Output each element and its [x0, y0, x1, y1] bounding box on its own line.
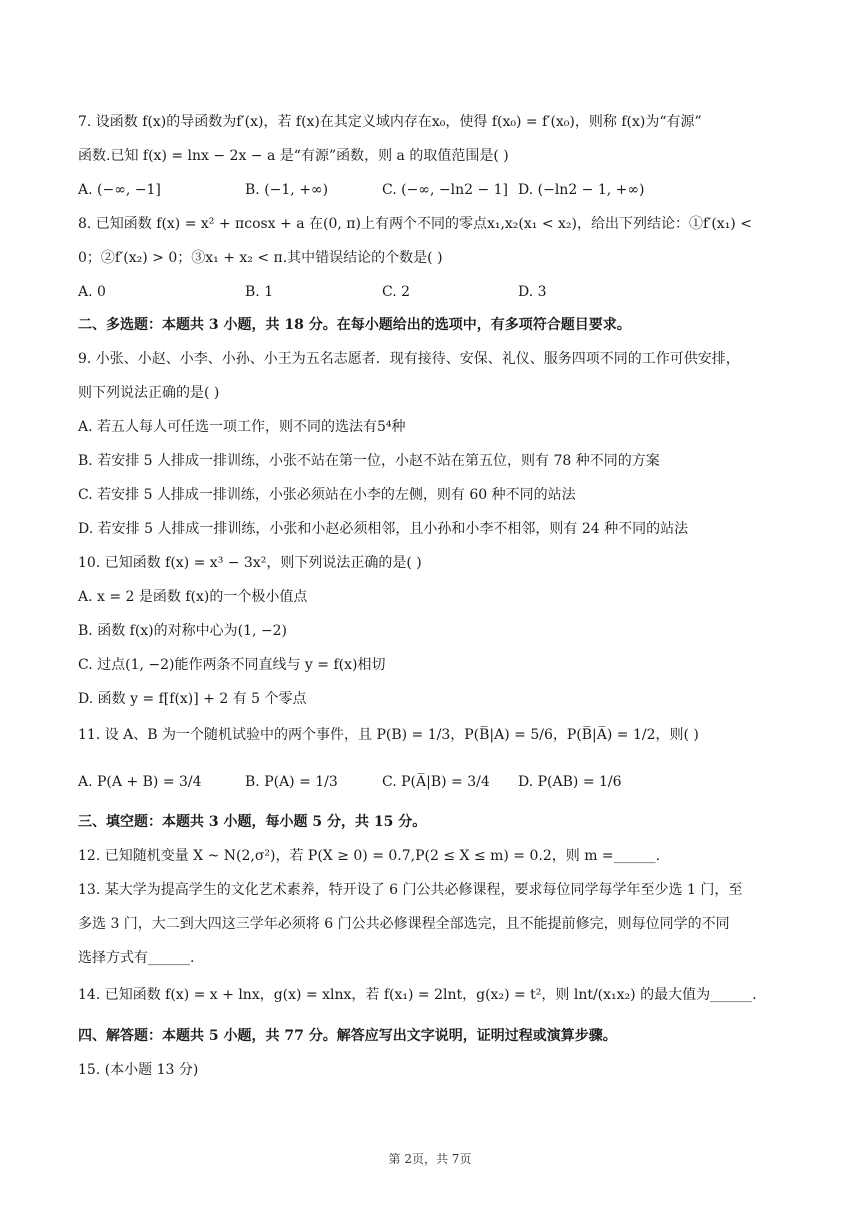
q10-line1: 10. 已知函数 f(x) = x³ − 3x²，则下列说法正确的是( ) — [78, 555, 422, 571]
q7-option-c: C. (−∞, −ln2 − 1] — [382, 182, 508, 198]
q9-option-c: C. 若安排 5 人排成一排训练，小张必须站在小李的左侧，则有 60 种不同的站法 — [78, 487, 576, 503]
q10-option-d: D. 函数 y = f[f(x)] + 2 有 5 个零点 — [78, 691, 307, 707]
q10-option-a: A. x = 2 是函数 f(x)的一个极小值点 — [78, 589, 308, 605]
q9-option-d: D. 若安排 5 人排成一排训练，小张和小赵必须相邻，且小孙和小李不相邻，则有 24 种不同的站法 — [78, 521, 689, 537]
q11-line1: 11. 设 A、B 为一个随机试验中的两个事件，且 P(B) = 1/3，P(B̅|A) = 5/6，P(B̅|A̅) = 1/2，则( ) — [78, 727, 699, 743]
q11-option-d: D. P(AB) = 1/6 — [518, 774, 622, 790]
q12-line1: 12. 已知随机变量 X ~ N(2,σ²)，若 P(X ≥ 0) = 0.7,P(2 ≤ X ≤ m) = 0.2，则 m =______. — [78, 848, 661, 864]
section-3-heading: 三、填空题：本题共 3 小题，每小题 5 分，共 15 分。 — [78, 814, 427, 830]
q8-line2: 0；②f′(x₂) > 0；③x₁ + x₂ < π.其中错误结论的个数是( ) — [78, 250, 443, 266]
q7-option-d: D. (−ln2 − 1, +∞) — [518, 182, 645, 198]
q8-line1: 8. 已知函数 f(x) = x² + πcosx + a 在(0, π)上有两个不同的零点x₁,x₂(x₁ < x₂)，给出下列结论：①f′(x₁) < — [78, 216, 752, 232]
q8-option-b: B. 1 — [245, 284, 274, 300]
page-footer: 第 2页，共 7页 — [388, 1152, 472, 1166]
q13-line3: 选择方式有______. — [78, 950, 195, 966]
q15-line1: 15. (本小题 13 分) — [78, 1062, 199, 1078]
q8-option-d: D. 3 — [518, 284, 547, 300]
q11-option-c: C. P(A̅|B) = 3/4 — [382, 774, 490, 790]
q13-line2: 多选 3 门，大二到大四这三学年必须将 6 门公共必修课程全部选完，且不能提前修完，则每位同学的不同 — [78, 916, 730, 932]
q9-option-b: B. 若安排 5 人排成一排训练，小张不站在第一位，小赵不站在第五位，则有 78 种不同的方案 — [78, 453, 660, 469]
q9-option-a: A. 若五人每人可任选一项工作，则不同的选法有5⁴种 — [78, 419, 406, 435]
q7-option-b: B. (−1, +∞) — [245, 182, 329, 198]
q11-option-a: A. P(A + B) = 3/4 — [78, 774, 202, 790]
q7-option-a: A. (−∞, −1] — [78, 182, 161, 198]
q10-option-b: B. 函数 f(x)的对称中心为(1, −2) — [78, 623, 288, 639]
q9-line1: 9. 小张、小赵、小李、小孙、小王为五名志愿者．现有接待、安保、礼仪、服务四项不同的工作可供安排， — [78, 351, 740, 367]
section-2-heading: 二、多选题：本题共 3 小题，共 18 分。在每小题给出的选项中，有多项符合题目要求。 — [78, 317, 631, 333]
q7-line2: 函数.已知 f(x) = lnx − 2x − a 是“有源”函数，则 a 的取值范围是( ) — [78, 148, 509, 164]
section-4-heading: 四、解答题：本题共 5 小题，共 77 分。解答应写出文字说明，证明过程或演算步骤。 — [78, 1028, 617, 1044]
q8-option-a: A. 0 — [78, 284, 106, 300]
q7-line1: 7. 设函数 f(x)的导函数为f′(x)，若 f(x)在其定义域内存在x₀，使得 f(x₀) = f′(x₀)，则称 f(x)为“有源” — [78, 114, 702, 130]
q11-option-b: B. P(A) = 1/3 — [245, 774, 338, 790]
q9-line2: 则下列说法正确的是( ) — [78, 385, 220, 401]
q13-line1: 13. 某大学为提高学生的文化艺术素养，特开设了 6 门公共必修课程，要求每位同学每学年至少选 1 门，至 — [78, 882, 743, 898]
q10-option-c: C. 过点(1, −2)能作两条不同直线与 y = f(x)相切 — [78, 657, 386, 673]
q14-line1: 14. 已知函数 f(x) = x + lnx，g(x) = xlnx，若 f(x₁) = 2lnt，g(x₂) = t²，则 lnt/(x₁x₂) 的最大值为______. — [78, 987, 757, 1003]
q8-option-c: C. 2 — [382, 284, 411, 300]
